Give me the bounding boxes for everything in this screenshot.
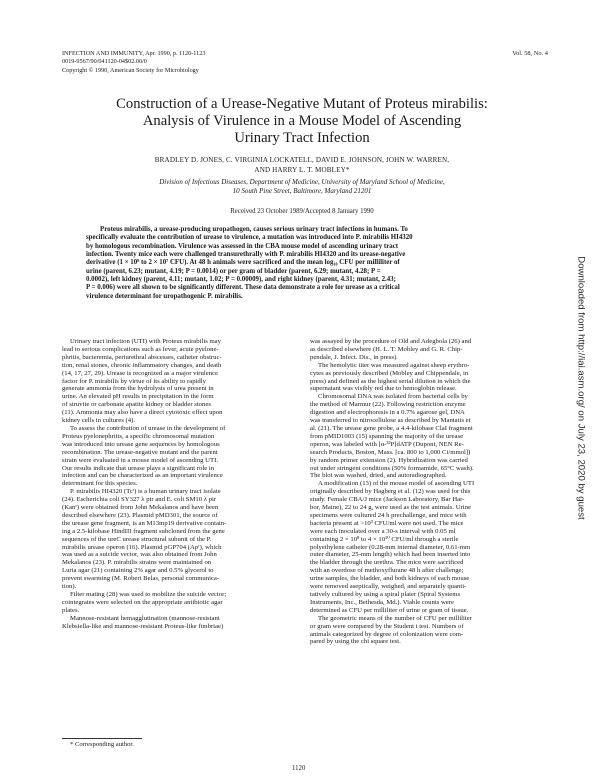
body-text-line: cytes as previously described (Mobley and Chippendale, in — [310, 369, 469, 377]
body-text-line: digestion and electrophoresis in a 0.7% agarose gel, DNA — [310, 409, 465, 417]
body-text-line: cointegrates were selected on the appropriate antibiotic agar — [62, 598, 223, 606]
article-title — [62, 96, 542, 147]
body-text-line: recombination. The urease-negative mutant and the parent — [62, 448, 218, 456]
body-text-line: Proteus pyelonephritis, a specific chromosomal mutation — [62, 432, 215, 440]
body-text-line: were removed aseptically, weighed, and separately quanti- — [310, 583, 467, 591]
body-text-line: pendale, J. Infect. Dis., in press). — [310, 353, 398, 361]
body-text-line: Instruments, Inc., Bethesda, Md.). Viable counts were — [310, 598, 454, 606]
body-text-line: containing 2 × 10⁸ to 4 × 10¹⁰ CFU/ml through a sterile — [310, 535, 459, 543]
footnote: * Corresponding author. — [70, 741, 134, 748]
body-text-line: plates. — [62, 606, 80, 614]
body-text-line: animals categorized by degree of colonization were com- — [310, 630, 464, 638]
body-text-line: Klebsiella-like and mannose-resistant Proteus-like fimbriae) — [62, 622, 224, 630]
body-text-line: bacteria present at >10³ CFU/ml were not used. The mice — [310, 519, 464, 527]
title-line: Construction of a Urease-Negative Mutant of Proteus mirabilis: — [116, 96, 488, 112]
body-text-line: P. mirabilis HI4320 (Tcʳ) is a human urinary tract isolate — [70, 488, 221, 496]
volume-label: Vol. 58, No. 4 — [512, 50, 548, 57]
body-text-line: infection and can be characterized as an important virulence — [62, 472, 223, 480]
body-text-line: the urease gene fragment, is an M13mp19 derivative contain- — [62, 519, 227, 527]
body-text-line: kidney cells in cultures (4). — [62, 417, 135, 425]
body-text-line: bor, Maine), 22 to 24 g, were used as the test animals. Urine — [310, 504, 471, 512]
body-text-line: Mekalanos (23). P. mirabilis strains were maintained on — [62, 559, 212, 567]
body-text-line: lead to serious complications such as fever, acute pyelone- — [62, 345, 219, 353]
received-date: Received 23 October 1989/Accepted 8 January 1990 — [230, 208, 374, 215]
body-text-line: was introduced into urease gene sequences by homologous — [62, 440, 220, 448]
body-column-left — [62, 338, 292, 631]
body-text-line: with an overdose of methoxyflurane 48 h after challenge; — [310, 567, 464, 575]
abstract — [86, 226, 516, 301]
body-text-line: urine samples, the bladder, and both kidneys of each mouse — [310, 575, 470, 583]
body-text-line: The blot was washed, dried, and autoradiographed. — [310, 472, 447, 480]
body-text-line: (Kanʳ) were obtained from John Mekalanos and have been — [62, 504, 219, 512]
body-text-line: phritis, bacteremia, periurethral abscesses, catheter obstruc- — [62, 353, 222, 361]
abstract-line: Proteus mirabilis, a urease-producing uropathogen, causes serious urinary tract infections in humans. To — [100, 226, 408, 233]
body-text-line: described elsewhere (23). Plasmid pMD301, the source of — [62, 511, 218, 519]
body-text-line: tion, renal stones, chronic inflammatory changes, and death — [62, 361, 222, 369]
abstract-line: derivative (1 × 10⁸ to 2 × 10⁷ CFU). At 48 h animals were sacrificed and the mean log₁₀ CFU per milliliter of — [86, 259, 400, 267]
body-text-line: determinant for this species. — [62, 480, 138, 488]
body-text-line: Our results indicate that urease plays a significant role in — [62, 464, 215, 472]
body-text-line: Filter mating (28) was used to mobilize the suicide vector; — [70, 591, 227, 598]
abstract-line: P = 0.006) were all shown to be significantly different. These data demonstrate a role for urease as a critical — [86, 284, 400, 292]
body-text-line: determined as CFU per milliliter of urine or gram of tissue. — [310, 606, 469, 614]
body-text-line: sequences of the ureC urease structural subunit of the P. — [62, 535, 212, 543]
author-list — [62, 155, 542, 175]
abstract-line: 0.0002), left kidney (parent, 4.11; mutant, 1.02; P = 0.00009), and right kidney (parent, 4.31; mutant, 2.43; — [86, 276, 396, 284]
abstract-line: specifically evaluate the contribution of urease to virulence, a mutation was introduced into P. mirabilis HI4320 — [86, 234, 413, 242]
body-text-line: the method of Marmur (22). Following restriction enzyme — [310, 401, 466, 409]
body-text-line: urine. An elevated pH results in precipitation in the form — [62, 393, 214, 401]
body-text-line: Luria agar (21) containing 2% agar and 0.5% glycerol to — [62, 567, 214, 575]
body-text-line: were each inoculated over a 30-s interval with 0.05 ml — [310, 527, 456, 535]
body-text-line: ing a 2.5-kilobase HindIII fragment subcloned from the gene — [62, 527, 225, 535]
body-text-line: (11). Ammonia may also have a direct cytotoxic effect upon — [62, 409, 223, 417]
body-text-line: from pMID1003 (15) spanning the majority of the urease — [310, 432, 464, 440]
body-text-line: supernatant was visibly red due to hemoglobin release. — [310, 385, 457, 393]
abstract-line: by homologous recombination. Virulence was assessed in the CBA mouse model of ascending urinary tract — [86, 242, 399, 250]
body-text-line: generate ammonia from the hydrolysis of urea present in — [62, 385, 214, 393]
body-text-line: polyethylene catheter (0.28-mm internal diameter, 0.61-mm — [310, 543, 471, 551]
body-text-line: was transferred to nitrocellulose as described by Maniatis et — [310, 417, 471, 425]
body-text-line: tion). — [62, 583, 77, 591]
body-text-line: Urinary tract infection (UTI) with Proteus mirabilis may — [70, 338, 221, 345]
body-text-line: factor for P. mirabilis by virtue of its ability to rapidly — [62, 377, 206, 385]
body-text-line: was assayed by the procedure of Old and Adegbola (26) and — [310, 338, 472, 345]
body-text-line: al. (21). The urease gene probe, a 4.4-kilobase ClaI fragment — [310, 424, 473, 432]
body-text-line: (24). Escherichia coli SY327 λ pir and E. coli SM10 λ pir — [62, 496, 217, 504]
body-text-line: Mannose-resistant hemagglutination (mannose-resistant — [70, 614, 220, 622]
body-text-line: mirabilis urease operon (16). Plasmid pGP704 (Apʳ), which — [62, 543, 222, 551]
body-text-line: or gram were compared by the Student t test. Numbers of — [310, 622, 464, 630]
author-line: AND HARRY L. T. MOBLEY* — [254, 166, 350, 175]
body-text-line: press) and defined as the highest serial dilution in which the — [310, 377, 471, 385]
body-text-line: study. Female CBA/J mice (Jackson Laboratory, Bar Har- — [310, 496, 465, 504]
body-text-line: strain were evaluated in a mouse model of ascending UTI. — [62, 456, 218, 464]
body-text-line: Chromosomal DNA was isolated from bacterial cells by — [318, 393, 468, 401]
body-text-line: outer diameter, 25-mm length) which had been inserted into — [310, 551, 471, 559]
author-line: BRADLEY D. JONES, C. VIRGINIA LOCKATELL, DAVID E. JOHNSON, JOHN W. WARREN, — [154, 156, 450, 164]
body-column-right — [310, 338, 540, 646]
body-text-line: A modification (13) of the mouse model of ascending UTI — [318, 480, 475, 488]
body-text-line: specimens were cultured 24 h prechallenge, and mice with — [310, 511, 467, 519]
affiliation — [62, 178, 542, 196]
abstract-line: urine (parent, 6.23; mutant, 4.19; P = 0.0014) or per gram of bladder (parent, 6.29; mutant, 4.28; P = — [86, 267, 381, 275]
copyright-line: Copyright © 1990, American Society for Microbiology — [62, 66, 199, 74]
body-text-line: originally described by Hagberg et al. (12) was used for this — [310, 488, 471, 496]
body-text-line: tatively cultured by using a spiral plater (Spiral Systems — [310, 591, 461, 598]
footnote-rule — [62, 738, 142, 739]
abstract-line: infection. Twenty mice each were challenged transurethrally with P. mirabilis HI4320 and its urease-negative — [86, 251, 406, 259]
body-text-line: operon, was labeled with [α-³²P]dATP (Dupont, NEN Re- — [310, 440, 464, 448]
body-text-line: of struvite or carbonate apatite kidney or bladder stones — [62, 401, 211, 409]
body-text-line: prevent swarming (M. Robert Belas, personal communica- — [62, 575, 220, 583]
citation-line: INFECTION AND IMMUNITY, Apr. 1990, p. 1120-1123 — [62, 50, 206, 57]
page-number: 1120 — [292, 765, 306, 772]
body-text-line: search Products, Boston, Mass. [ca. 800 to 1,000 Ci/mmol]) — [310, 448, 471, 456]
body-text-line: To assess the contribution of urease in the development of — [70, 424, 226, 432]
body-text-line: the bladder through the urethra. The mice were sacrificed — [310, 559, 464, 567]
body-text-line: was used as a suicide vector, was also obtained from John — [62, 551, 217, 559]
affiliation-line: Division of Infectious Diseases, Department of Medicine, University of Maryland School of Medicine, — [159, 178, 445, 186]
body-text-line: as described elsewhere (H. L. T. Mobley and G. R. Chip- — [310, 345, 463, 353]
title-line: Urinary Tract Infection — [234, 130, 370, 146]
abstract-line: virulence determinant for uropathogenic P. mirabilis. — [86, 292, 243, 300]
body-text-line: (14, 17, 27, 29). Urease is recognized as a major virulence — [62, 369, 218, 377]
issn-line: 0019-9567/90/041120-04$02.00/0 — [62, 58, 147, 66]
body-text-line: pared by using the chi square test. — [310, 638, 401, 646]
title-line: Analysis of Virulence in a Mouse Model of Ascending — [142, 113, 462, 129]
download-watermark[interactable]: Downloaded from http://iai.asm.org/ on July 23, 2020 by guest — [575, 256, 587, 520]
body-text-line: out under stringent conditions (50% formamide, 65°C wash). — [310, 464, 474, 472]
body-text-line: by random primer extension (2). Hybridization was carried — [310, 456, 468, 464]
journal-citation-header — [62, 50, 362, 75]
body-text-line: The hemolytic titer was measured against sheep erythro- — [318, 361, 470, 369]
affiliation-line: 10 South Pine Street, Baltimore, Maryland 21201 — [232, 187, 372, 196]
body-text-line: The geometric means of the number of CFU per milliliter — [318, 614, 472, 622]
